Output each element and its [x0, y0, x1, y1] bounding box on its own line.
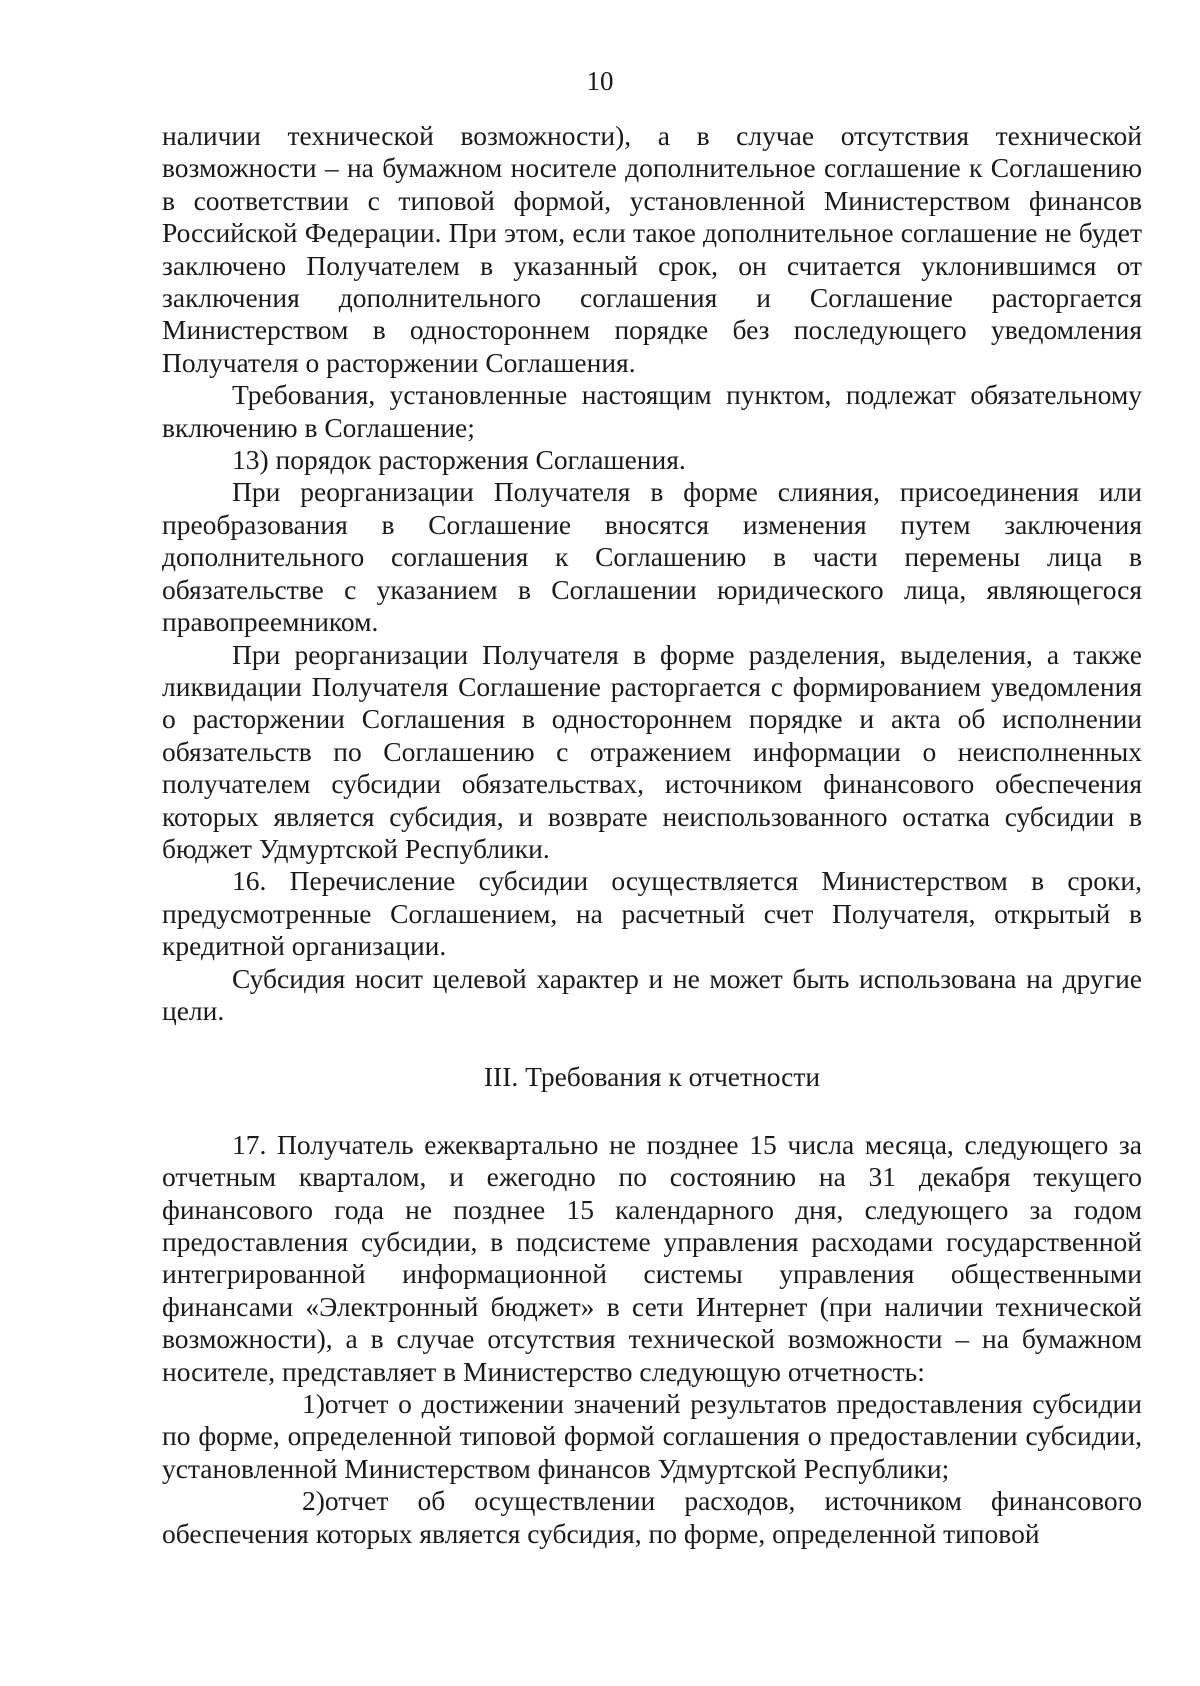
paragraph-17: 17. Получатель ежеквартально не позднее 15 числа месяца, следующего за отчетным кварталом, и ежегодно по состоянию на 31 декабря текущего финансового года не позднее 15 календарного дня, следующего за годом предоставления субсидии, в подсистеме управления расходами государственной интегрированной информационной системы управления общественными финансами «Электронный бюджет» в сети Интернет (при наличии технической возможности), а в случае отсутствия технической возможности – на бумажном носителе, представляет в Министерство следующую отчетность:	[162, 1128, 1142, 1387]
list-item-text: отчет об осуществлении расходов, источником финансового обеспечения которых является субсидия, по форме, определенной типовой	[162, 1485, 1142, 1549]
paragraph-requirements: Требования, установленные настоящим пунктом, подлежат обязательному включению в Соглашение;	[162, 379, 1142, 443]
paragraph-target-purpose: Субсидия носит целевой характер и не может быть использована на другие цели.	[162, 962, 1142, 1026]
list-item	[162, 1388, 1142, 1485]
list-item-number: 2)	[302, 1485, 325, 1517]
document-body	[162, 120, 1142, 1550]
page-number: 10	[586, 66, 614, 96]
paragraph-16: 16. Перечисление субсидии осуществляется Министерством в сроки, предусмотренные Соглашением, на расчетный счет Получателя, открытый в кредитной организации.	[162, 865, 1142, 962]
paragraph-item-13: 13) порядок расторжения Соглашения.	[232, 444, 686, 476]
paragraph-reorganization-merger: При реорганизации Получателя в форме слияния, присоединения или преобразования в Соглашение вносятся изменения путем заключения дополнительного соглашения к Соглашению в части перемены лица в обязательстве с указанием в Соглашении юридического лица, являющегося правопреемником.	[162, 476, 1142, 638]
section-heading: III. Требования к отчетности	[483, 1061, 821, 1093]
list-item	[162, 1485, 1142, 1550]
paragraph-continuation: наличии технической возможности), а в случае отсутствия технической возможности – на бумажном носителе дополнительное соглашение к Соглашению в соответствии с типовой формой, установленной Министерством финансов Российской Федерации. При этом, если такое дополнительное соглашение не будет заключено Получателем в указанный срок, он считается уклонившимся от заключения дополнительного соглашения и Соглашение расторгается Министерством в одностороннем порядке без последующего уведомления Получателя о расторжении Соглашения.	[162, 120, 1142, 378]
paragraph-reorganization-division: При реорганизации Получателя в форме разделения, выделения, а также ликвидации Получателя Соглашение расторгается с формированием уведомления о расторжении Соглашения в одностороннем порядке и акта об исполнении обязательств по Соглашению с отражением информации о неисполненных получателем субсидии обязательствах, источником финансового обеспечения которых является субсидия, и возврате неиспользованного остатка субсидии в бюджет Удмуртской Республики.	[162, 638, 1142, 864]
list-item-text: отчет о достижении значений результатов предоставления субсидии по форме, определенной типовой формой соглашения о предоставлении субсидии, установленной Министерством финансов Удмуртской Республики;	[162, 1388, 1142, 1484]
list-item-number: 1)	[302, 1388, 325, 1420]
